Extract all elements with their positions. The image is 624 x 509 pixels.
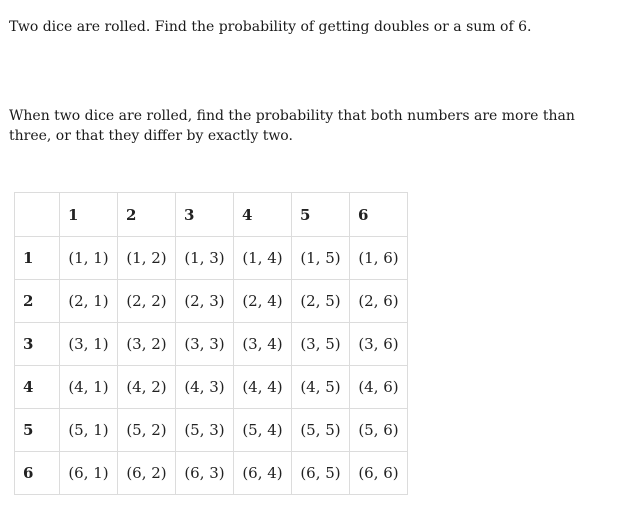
table-cell: (1, 1) [60, 237, 118, 280]
table-row [15, 237, 408, 280]
table-cell: (1, 6) [350, 237, 408, 280]
table-cell: (5, 4) [234, 409, 292, 452]
table-cell: (6, 6) [350, 452, 408, 495]
table-cell: (5, 1) [60, 409, 118, 452]
table-cell: (6, 5) [292, 452, 350, 495]
table-cell: (3, 1) [60, 323, 118, 366]
table-cell: (6, 2) [118, 452, 176, 495]
table-cell: (4, 6) [350, 366, 408, 409]
column-header: 1 [60, 193, 118, 237]
table-cell: (5, 3) [176, 409, 234, 452]
table-row [15, 366, 408, 409]
dice-outcomes-table [14, 192, 408, 495]
table-cell: (5, 2) [118, 409, 176, 452]
table-header-row [15, 193, 408, 237]
table-cell: (3, 4) [234, 323, 292, 366]
table-cell: (6, 1) [60, 452, 118, 495]
table-row [15, 323, 408, 366]
table-cell: (3, 5) [292, 323, 350, 366]
table-cell: (2, 4) [234, 280, 292, 323]
row-header: 1 [15, 237, 60, 280]
question-2: When two dice are rolled, find the probability that both numbers are more than three, or that they differ by exactly two. [9, 108, 575, 144]
table-cell: (1, 3) [176, 237, 234, 280]
table-cell: (5, 5) [292, 409, 350, 452]
row-header: 5 [15, 409, 60, 452]
table-cell: (3, 3) [176, 323, 234, 366]
row-header: 4 [15, 366, 60, 409]
table-row [15, 280, 408, 323]
table-cell: (2, 1) [60, 280, 118, 323]
row-header: 6 [15, 452, 60, 495]
row-header: 3 [15, 323, 60, 366]
table-cell: (6, 3) [176, 452, 234, 495]
table-cell: (3, 2) [118, 323, 176, 366]
table-cell: (2, 3) [176, 280, 234, 323]
table-cell: (2, 2) [118, 280, 176, 323]
table-row [15, 452, 408, 495]
table-cell: (4, 2) [118, 366, 176, 409]
column-header: 3 [176, 193, 234, 237]
table-cell: (4, 4) [234, 366, 292, 409]
table-cell: (4, 3) [176, 366, 234, 409]
table-corner-cell [15, 193, 60, 237]
column-header: 6 [350, 193, 408, 237]
table-cell: (3, 6) [350, 323, 408, 366]
table-cell: (1, 2) [118, 237, 176, 280]
table-cell: (4, 1) [60, 366, 118, 409]
row-header: 2 [15, 280, 60, 323]
question-1: Two dice are rolled. Find the probability of getting doubles or a sum of 6. [9, 19, 532, 35]
table-cell: (6, 4) [234, 452, 292, 495]
table-cell: (5, 6) [350, 409, 408, 452]
table-cell: (2, 5) [292, 280, 350, 323]
table-cell: (4, 5) [292, 366, 350, 409]
column-header: 2 [118, 193, 176, 237]
column-header: 5 [292, 193, 350, 237]
table-cell: (2, 6) [350, 280, 408, 323]
table-cell: (1, 4) [234, 237, 292, 280]
table-row [15, 409, 408, 452]
table-cell: (1, 5) [292, 237, 350, 280]
column-header: 4 [234, 193, 292, 237]
